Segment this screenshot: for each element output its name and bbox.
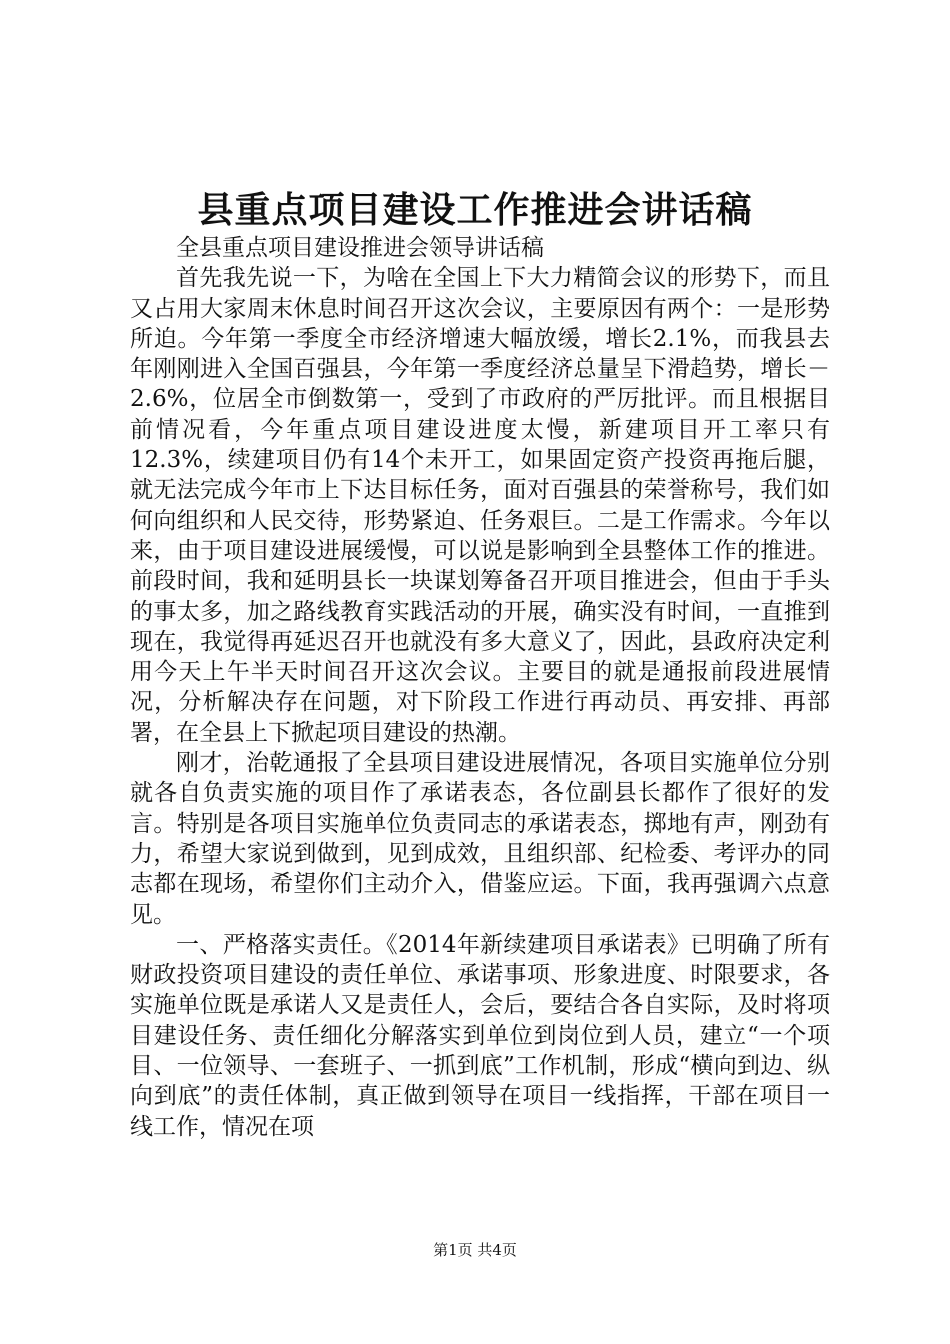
paragraph-subtitle: 全县重点项目建设推进会领导讲话稿 xyxy=(176,235,544,261)
page-footer: 第1页 共4页 xyxy=(433,1241,517,1259)
paragraph-review: 刚才，治乾通报了全县项目建设进展情况，各项目实施单位分别就各自负责实施的项目作了承诺表态，各位副县长都作了很好的发言。特别是各项目实施单位负责同志的承诺表态，掷地有声，刚劲有力，希望大家说到做到，见到成效，且组织部、纪检委、考评办的同志都在现场，希望你们主动介入，借鉴应运。下面，我再强调六点意见。 xyxy=(130,750,830,928)
document-title: 县重点项目建设工作推进会讲话稿 xyxy=(197,189,753,231)
paragraph-opening: 首先我先说一下，为啥在全国上下大力精简会议的形势下，而且又占用大家周末休息时间召开这次会议，主要原因有两个：一是形势所迫。今年第一季度全市经济增速大幅放缓，增长2.1%，而我县去年刚刚进入全国百强县，今年第一季度经济总量呈下滑趋势，增长－2.6%，位居全市倒数第一，受到了市政府的严厉批评。而且根据目前情况看，今年重点项目建设进度太慢，新建项目开工率只有12.3%，续建项目仍有14个未开工，如果固定资产投资再拖后腿，就无法完成今年市上下达目标任务，面对百强县的荣誉称号，我们如何向组织和人民交待，形势紧迫、任务艰巨。二是工作需求。今年以来，由于项目建设进展缓慢，可以说是影响到全县整体工作的推进。前段时间，我和延明县长一块谋划筹备召开项目推进会，但由于手头的事太多，加之路线教育实践活动的开展，确实没有时间，一直推到现在，我觉得再延迟召开也就没有多大意义了，因此，县政府决定利用今天上午半天时间召开这次会议。主要目的就是通报前段进展情况，分析解决存在问题，对下阶段工作进行再动员、再安排、再部署，在全县上下掀起项目建设的热潮。 xyxy=(130,265,830,746)
document-body xyxy=(130,233,830,1142)
paragraph-point-one: 一、严格落实责任。《2014年新续建项目承诺表》已明确了所有财政投资项目建设的责任单位、承诺事项、形象进度、时限要求，各实施单位既是承诺人又是责任人，会后，要结合各自实际，及时将项目建设任务、责任细化分解落实到单位到岗位到人员，建立“一个项目、一位领导、一套班子、一抓到底”工作机制，形成“横向到边、纵向到底”的责任体制，真正做到领导在项目一线指挥，干部在项目一线工作，情况在项 xyxy=(130,931,830,1140)
